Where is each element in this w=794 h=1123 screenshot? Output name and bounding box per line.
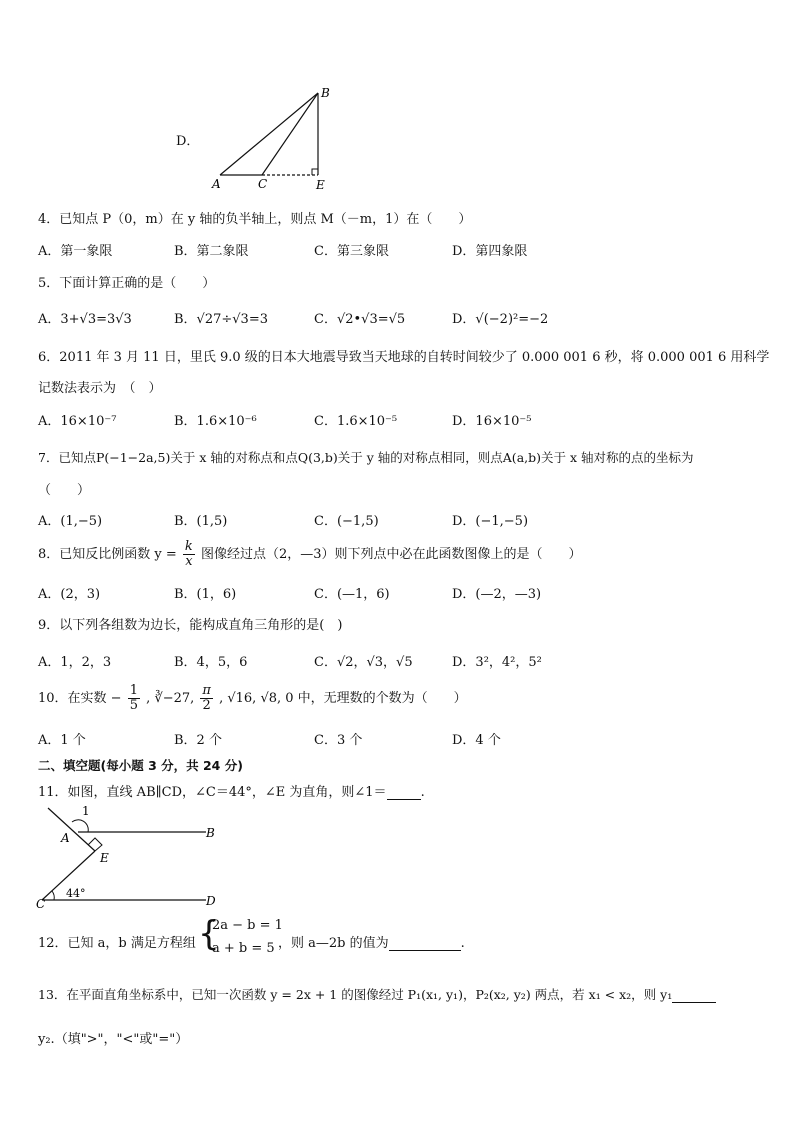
q10-fraction-2: [200, 684, 213, 713]
point-a-label: A: [61, 831, 70, 845]
q7-option-c: C．(−1,5): [314, 514, 379, 529]
q10-option-d: D．4 个: [452, 733, 501, 748]
angle-1-label: 1: [82, 804, 90, 818]
q8-fraction-numerator: k: [184, 539, 193, 554]
q12-equation-1: 2a − b = 1: [212, 918, 283, 933]
q9-option-a: A．1，2，3: [38, 655, 112, 670]
q10-option-b: B．2 个: [174, 733, 222, 748]
q5-option-a: A．3+√3=3√3: [38, 312, 132, 327]
q4-option-a: A．第一象限: [38, 244, 113, 259]
q8-option-a: A．(2，3): [38, 587, 101, 602]
q8-stem-pre: 8．已知反比例函数 y =: [38, 547, 177, 562]
segment-ab: [220, 93, 318, 175]
q13-line1-text: 13．在平面直角坐标系中，已知一次函数 y = 2x + 1 的图像经过 P₁(x₁, y₁)，P₂(x₂, y₂) 两点，若 x₁ < x₂，则 y₁: [38, 987, 673, 1002]
q10-fraction-2-numerator: π: [202, 683, 211, 698]
q12-equation-2: a + b = 5: [212, 941, 275, 956]
q5-option-b: B．√27÷√3=3: [174, 312, 268, 327]
q6-option-b: B．1.6×10⁻⁶: [174, 414, 257, 429]
q6-line2: 记数法表示为 （ ）: [38, 381, 162, 396]
q12-stem-end: .: [460, 936, 465, 951]
angle-c-value: 44°: [66, 887, 86, 900]
segment-cb: [262, 93, 318, 175]
q7-option-d: D．(−1,−5): [452, 514, 529, 529]
q6-option-c: C．1.6×10⁻⁵: [314, 414, 398, 429]
q7-option-a: A．(1,−5): [38, 514, 103, 529]
q8-option-d: D．(—2，—3): [452, 587, 542, 602]
q9-option-c: C．√2，√3，√5: [314, 655, 413, 670]
point-e-label: E: [316, 178, 325, 192]
q10-fraction-2-denominator: 2: [202, 698, 211, 713]
q11-stem: [38, 781, 425, 800]
q8-fraction: [183, 540, 195, 569]
q8-fraction-denominator: x: [185, 554, 193, 569]
q7-line2: （ ）: [38, 483, 91, 498]
q10-fraction-1-numerator: 1: [129, 683, 138, 698]
q4-option-b: B．第二象限: [174, 244, 249, 259]
point-c-label: C: [258, 177, 268, 191]
section-2-heading: 二、填空题(每小题 3 分，共 24 分): [38, 758, 243, 773]
q10-option-a: A．1 个: [38, 733, 86, 748]
q9-option-d: D．3²，4²，5²: [452, 655, 542, 670]
q10-fraction-1-denominator: 5: [129, 698, 138, 713]
point-b-label: B: [206, 826, 215, 840]
q7-line1: 7．已知点P(−1−2a,5)关于 x 轴的对称点和点Q(3,b)关于 y 轴的对称点相同，则点A(a,b)关于 x 轴对称的点的坐标为: [38, 450, 694, 465]
q10-stem-mid: , ∛−27,: [146, 691, 195, 706]
right-angle-mark-e: [88, 838, 102, 851]
q6-option-a: A．16×10⁻⁷: [38, 414, 117, 429]
q5-option-d: D．√(−2)²=−2: [452, 312, 549, 327]
q13-line1: [38, 985, 716, 1003]
q12-stem-post-line: [278, 932, 465, 951]
q4-option-d: D．第四象限: [452, 244, 528, 259]
q6-option-d: D．16×10⁻⁵: [452, 414, 532, 429]
q8-stem: [38, 540, 582, 569]
point-a-label: A: [212, 177, 221, 191]
q6-line1: 6．2011 年 3 月 11 日，里氏 9.0 级的日本大地震导致当天地球的自转时间较少了 0.000 001 6 秒，将 0.000 001 6 用科学: [38, 350, 770, 365]
q10-stem: [38, 684, 467, 713]
right-angle-mark: [312, 169, 318, 175]
q13-line2: y₂.（填">"，"<"或"="）: [38, 1032, 189, 1047]
q11-stem-text: 11．如图，直线 AB∥CD，∠C＝44°，∠E 为直角，则∠1＝: [38, 785, 387, 800]
q8-option-c: C．(—1，6): [314, 587, 390, 602]
angle-c-arc: [52, 891, 54, 900]
q5-stem: 5．下面计算正确的是（ ）: [38, 276, 216, 291]
q5-option-c: C．√2•√3=√5: [314, 312, 406, 327]
q12-answer-blank[interactable]: [389, 936, 461, 951]
q9-option-b: B．4，5，6: [174, 655, 248, 670]
q4-option-c: C．第三象限: [314, 244, 389, 259]
q8-stem-post: 图像经过点（2，—3）则下列点中必在此函数图像上的是（ ）: [200, 547, 582, 562]
q10-stem-pre: 10．在实数 −: [38, 691, 122, 706]
q12-brace: {: [198, 914, 220, 954]
angle-1-arc: [72, 820, 88, 832]
q10-option-c: C．3 个: [314, 733, 363, 748]
q8-option-b: B．(1，6): [174, 587, 237, 602]
q12-stem-pre: 12．已知 a，b 满足方程组: [38, 936, 196, 951]
q13-answer-blank[interactable]: [672, 988, 716, 1003]
q7-option-b: B．(1,5): [174, 514, 228, 529]
q4-stem: 4．已知点 P（0，m）在 y 轴的负半轴上，则点 M（－m，1）在（ ）: [38, 212, 472, 227]
q12-stem-post: ，则 a—2b 的值为: [278, 936, 389, 951]
q11-stem-end: .: [420, 785, 425, 800]
q10-stem-post: , √16, √8, 0 中，无理数的个数为（ ）: [219, 691, 467, 706]
point-c-label: C: [36, 897, 46, 911]
q9-stem: 9．以下列各组数为边长，能构成直角三角形的是( ): [38, 618, 343, 633]
q3-option-d-figure: [200, 85, 340, 195]
q11-figure: [28, 800, 238, 912]
q11-answer-blank[interactable]: [387, 785, 421, 800]
q3-option-d-label: D．: [176, 134, 200, 149]
q10-fraction-1: [128, 684, 140, 713]
point-d-label: D: [206, 894, 216, 908]
point-b-label: B: [321, 86, 330, 100]
point-e-label: E: [100, 851, 109, 865]
